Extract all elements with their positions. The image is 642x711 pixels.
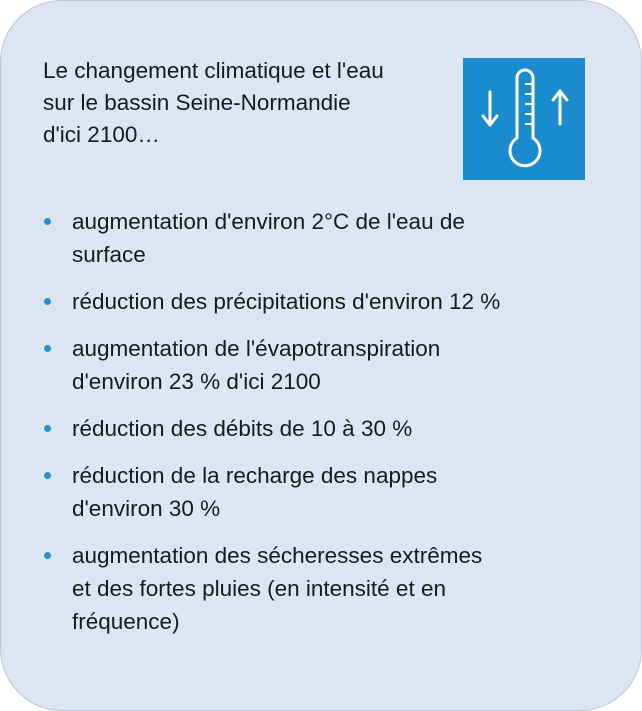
bullet-line: réduction de la recharge des nappes: [72, 463, 438, 488]
thermometer-up-down-icon: [463, 58, 585, 180]
bullet-line: réduction des débits de 10 à 30 %: [72, 416, 413, 441]
bullet-dot: [44, 345, 51, 352]
intro-text: [43, 55, 463, 151]
intro-line: sur le bassin Seine-Normandie: [43, 90, 351, 115]
bullet-line: d'environ 23 % d'ici 2100: [72, 369, 321, 394]
bullet-dot: [44, 425, 51, 432]
bullet-dot: [44, 298, 51, 305]
bullet-line: surface: [72, 242, 146, 267]
bullet-dot: [44, 218, 51, 225]
bullet-line: d'environ 30 %: [72, 496, 221, 521]
bullet-item: [41, 205, 601, 271]
bullet-line: et des fortes pluies (en intensité et en: [72, 576, 446, 601]
bullet-line: réduction des précipitations d'environ 12 %: [72, 289, 501, 314]
bullet-line: augmentation de l'évapotranspiration: [72, 336, 441, 361]
bullet-line: augmentation des sécheresses extrêmes: [72, 543, 483, 568]
bullet-item: [41, 412, 601, 445]
bullet-item: [41, 285, 601, 318]
bullet-item: [41, 459, 601, 525]
bullet-dot: [44, 552, 51, 559]
bullet-line: augmentation d'environ 2°C de l'eau de: [72, 209, 465, 234]
bullet-line: fréquence): [72, 609, 180, 634]
bullet-dot: [44, 472, 51, 479]
intro-line: Le changement climatique et l'eau: [43, 58, 384, 83]
bullet-item: [41, 332, 601, 398]
intro-line: d'ici 2100…: [43, 122, 160, 147]
bullet-list: [41, 205, 601, 652]
bullet-item: [41, 539, 601, 638]
